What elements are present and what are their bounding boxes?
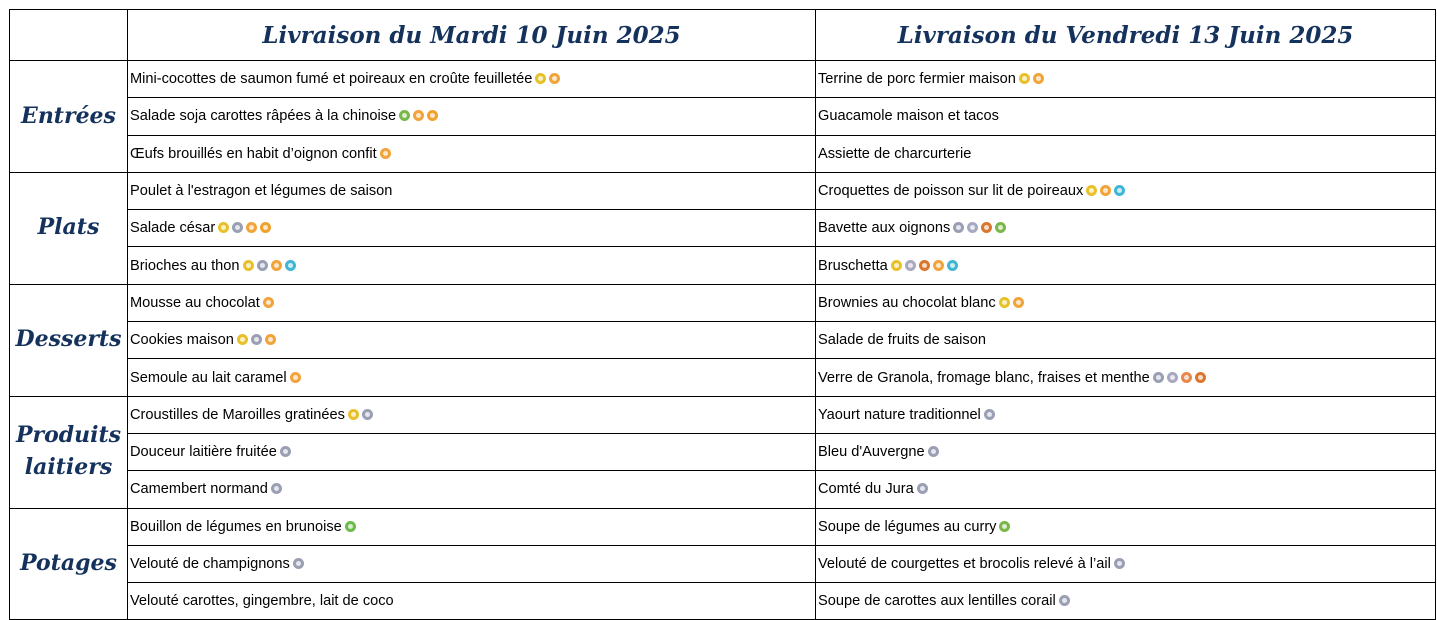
- gluten-allergen-icon: [243, 260, 254, 271]
- lait-allergen-icon: [271, 483, 282, 494]
- dish-name: Soupe de légumes au curry: [818, 518, 997, 535]
- moutarde-allergen-icon: [260, 222, 271, 233]
- dish-name: Soupe de carottes aux lentilles corail: [818, 593, 1056, 610]
- day2-dish-cell: [816, 210, 1436, 247]
- gluten-allergen-icon: [1086, 185, 1097, 196]
- lait-allergen-icon: [953, 222, 964, 233]
- dish-name: Cookies maison: [130, 332, 234, 349]
- day1-dish-cell: [128, 471, 816, 508]
- menu-row: [10, 433, 1436, 470]
- oeuf-allergen-icon: [246, 222, 257, 233]
- menu-row: [10, 545, 1436, 582]
- lait-allergen-icon: [1153, 372, 1164, 383]
- oeuf-allergen-icon: [271, 260, 282, 271]
- lait-allergen-icon: [232, 222, 243, 233]
- menu-row: [10, 396, 1436, 433]
- dish-name: Mousse au chocolat: [130, 294, 260, 311]
- dish-name: Douceur laitière fruitée: [130, 444, 277, 461]
- lait-allergen-icon: [280, 446, 291, 457]
- category-label: Desserts: [10, 284, 128, 396]
- delivery-menu-table: [9, 9, 1436, 620]
- dish-name: Terrine de porc fermier maison: [818, 71, 1016, 88]
- day2-dish-cell: [816, 359, 1436, 396]
- dish-name: Bruschetta: [818, 257, 888, 274]
- day1-dish-cell: [128, 322, 816, 359]
- fruitcoque-allergen-icon: [1195, 372, 1206, 383]
- dish-name: Assiette de charcurterie: [818, 145, 972, 162]
- dish-name: Salade césar: [130, 220, 216, 237]
- day1-dish-cell: [128, 359, 816, 396]
- dish-name: Verre de Granola, fromage blanc, fraises et menthe: [818, 369, 1150, 386]
- oeuf-allergen-icon: [1100, 185, 1111, 196]
- lait-allergen-icon: [984, 409, 995, 420]
- day1-dish-cell: [128, 284, 816, 321]
- day2-dish-cell: [816, 322, 1436, 359]
- dish-name: Bleu d'Auvergne: [818, 444, 925, 461]
- dish-name: Œufs brouillés en habit d’oignon confit: [130, 145, 377, 162]
- vegetal-allergen-icon: [345, 521, 356, 532]
- gluten-allergen-icon: [237, 334, 248, 345]
- category-label: Produits laitiers: [10, 396, 128, 508]
- day1-dish-cell: [128, 210, 816, 247]
- gluten-allergen-icon: [348, 409, 359, 420]
- day1-dish-cell: [128, 247, 816, 284]
- sesame-allergen-icon: [967, 222, 978, 233]
- sesame-allergen-icon: [1167, 372, 1178, 383]
- soja-allergen-icon: [1181, 372, 1192, 383]
- day1-dish-cell: [128, 545, 816, 582]
- lait-allergen-icon: [257, 260, 268, 271]
- oeuf-allergen-icon: [290, 372, 301, 383]
- menu-row: [10, 583, 1436, 620]
- lait-allergen-icon: [917, 483, 928, 494]
- dish-name: Bavette aux oignons: [818, 220, 951, 237]
- gluten-allergen-icon: [999, 297, 1010, 308]
- celeri-allergen-icon: [999, 521, 1010, 532]
- poisson-allergen-icon: [285, 260, 296, 271]
- menu-row: [10, 322, 1436, 359]
- dish-name: Salade de fruits de saison: [818, 332, 986, 349]
- dish-name: Mini-cocottes de saumon fumé et poireaux en croûte feuilletée: [130, 71, 533, 88]
- day2-dish-cell: [816, 508, 1436, 545]
- day1-dish-cell: [128, 172, 816, 209]
- dish-name: Camembert normand: [130, 481, 268, 498]
- oeuf-allergen-icon: [933, 260, 944, 271]
- oeuf-allergen-icon: [1013, 297, 1024, 308]
- poisson-allergen-icon: [947, 260, 958, 271]
- oeuf-allergen-icon: [549, 73, 560, 84]
- dish-name: Salade soja carottes râpées à la chinoise: [130, 108, 397, 125]
- day2-dish-cell: [816, 433, 1436, 470]
- day2-dish-cell: [816, 172, 1436, 209]
- day1-dish-cell: [128, 508, 816, 545]
- day1-dish-cell: [128, 98, 816, 135]
- menu-row: [10, 61, 1436, 98]
- day2-dish-cell: [816, 98, 1436, 135]
- day1-dish-cell: [128, 396, 816, 433]
- dish-name: Brioches au thon: [130, 257, 240, 274]
- day2-dish-cell: [816, 284, 1436, 321]
- day2-header: Livraison du Vendredi 13 Juin 2025: [816, 10, 1436, 61]
- day1-dish-cell: [128, 433, 816, 470]
- day2-dish-cell: [816, 61, 1436, 98]
- day1-dish-cell: [128, 61, 816, 98]
- lait-allergen-icon: [1114, 558, 1125, 569]
- lait-allergen-icon: [293, 558, 304, 569]
- lait-allergen-icon: [1059, 595, 1070, 606]
- day2-dish-cell: [816, 545, 1436, 582]
- gluten-allergen-icon: [891, 260, 902, 271]
- fruitcoque-allergen-icon: [919, 260, 930, 271]
- corner-cell: [10, 10, 128, 61]
- menu-row: [10, 508, 1436, 545]
- dish-name: Velouté carottes, gingembre, lait de coco: [130, 593, 394, 610]
- oeuf-allergen-icon: [263, 297, 274, 308]
- menu-row: [10, 247, 1436, 284]
- moutarde-allergen-icon: [427, 110, 438, 121]
- day2-dish-cell: [816, 135, 1436, 172]
- oeuf-allergen-icon: [413, 110, 424, 121]
- dish-name: Yaourt nature traditionnel: [818, 406, 981, 423]
- menu-row: [10, 359, 1436, 396]
- header-row: [10, 10, 1436, 61]
- oeuf-allergen-icon: [380, 148, 391, 159]
- lait-allergen-icon: [928, 446, 939, 457]
- day2-dish-cell: [816, 471, 1436, 508]
- day1-dish-cell: [128, 583, 816, 620]
- category-label: Entrées: [10, 61, 128, 173]
- dish-name: Semoule au lait caramel: [130, 369, 287, 386]
- gluten-allergen-icon: [218, 222, 229, 233]
- category-label: Plats: [10, 172, 128, 284]
- poisson-allergen-icon: [1114, 185, 1125, 196]
- menu-row: [10, 135, 1436, 172]
- day1-dish-cell: [128, 135, 816, 172]
- lait-allergen-icon: [362, 409, 373, 420]
- sesame-allergen-icon: [905, 260, 916, 271]
- fruitcoque-allergen-icon: [981, 222, 992, 233]
- dish-name: Velouté de courgettes et brocolis relevé à l’ail: [818, 556, 1111, 572]
- category-label: Potages: [10, 508, 128, 620]
- oeuf-allergen-icon: [1033, 73, 1044, 84]
- day2-dish-cell: [816, 247, 1436, 284]
- day2-dish-cell: [816, 583, 1436, 620]
- menu-row: [10, 284, 1436, 321]
- dish-name: Comté du Jura: [818, 481, 914, 498]
- dish-name: Poulet à l'estragon et légumes de saison: [130, 183, 393, 200]
- oeuf-allergen-icon: [265, 334, 276, 345]
- dish-name: Guacamole maison et tacos: [818, 108, 999, 125]
- dish-name: Velouté de champignons: [130, 556, 290, 572]
- dish-name: Croustilles de Maroilles gratinées: [130, 406, 345, 423]
- celeri-allergen-icon: [399, 110, 410, 121]
- menu-row: [10, 471, 1436, 508]
- gluten-allergen-icon: [535, 73, 546, 84]
- lait-allergen-icon: [251, 334, 262, 345]
- day1-header: Livraison du Mardi 10 Juin 2025: [128, 10, 816, 61]
- menu-row: [10, 98, 1436, 135]
- dish-name: Croquettes de poisson sur lit de poireaux: [818, 183, 1084, 200]
- celeri-allergen-icon: [995, 222, 1006, 233]
- gluten-allergen-icon: [1019, 73, 1030, 84]
- dish-name: Brownies au chocolat blanc: [818, 294, 996, 311]
- menu-row: [10, 172, 1436, 209]
- day2-dish-cell: [816, 396, 1436, 433]
- dish-name: Bouillon de légumes en brunoise: [130, 518, 342, 535]
- menu-row: [10, 210, 1436, 247]
